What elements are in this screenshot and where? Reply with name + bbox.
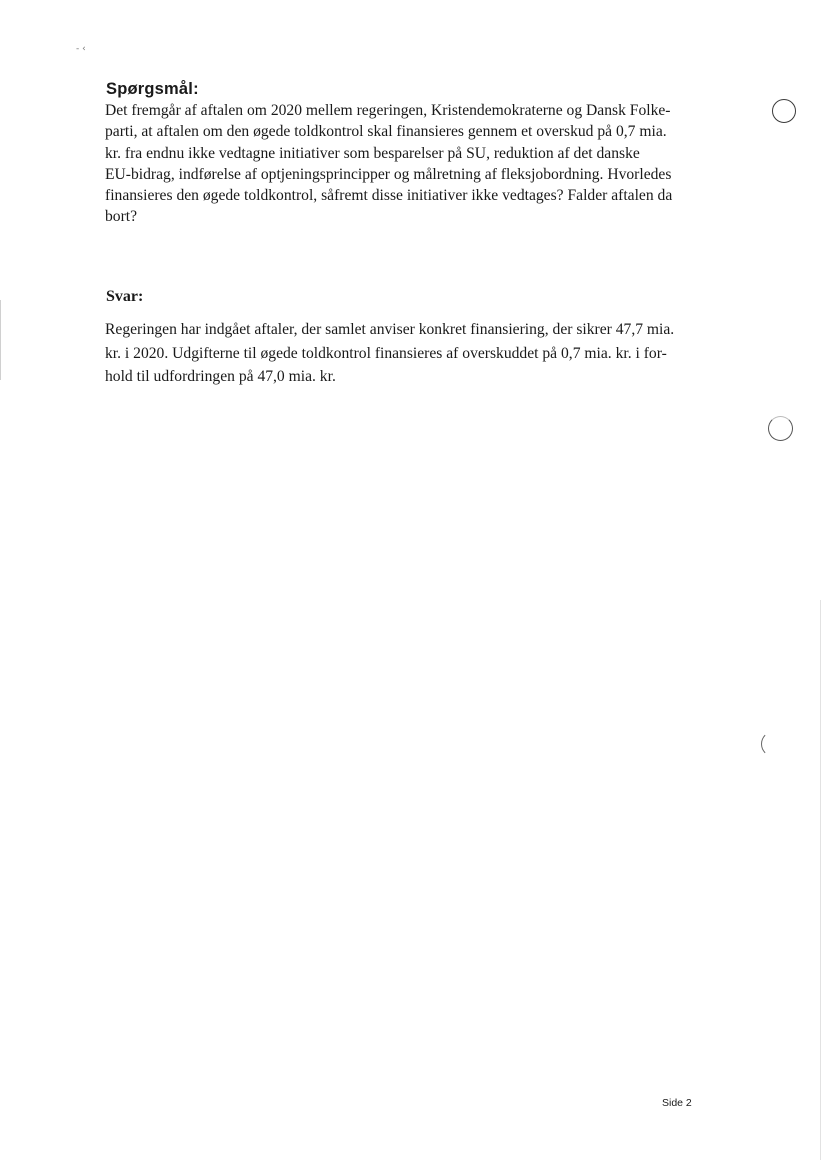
question-line: finansieres den øgede toldkontrol, såfremt disse initiativer ikke vedtages? Falder aftalen da <box>105 187 673 205</box>
answer-heading: Svar: <box>106 288 144 305</box>
question-text <box>105 100 705 228</box>
answer-line: hold til udfordringen på 47,0 mia. kr. <box>105 368 336 386</box>
page-number: Side 2 <box>662 1097 692 1109</box>
question-line: parti, at aftalen om den øgede toldkontrol skal finansieres gennem et overskud på 0,7 mia. <box>105 123 667 141</box>
scan-margin-line <box>820 600 821 1160</box>
scan-speck: - ‹ <box>76 44 86 54</box>
answer-line: Regeringen har indgået aftaler, der samlet anviser konkret finansiering, der sikrer 47,7 mia. <box>105 321 675 338</box>
answer-text <box>105 318 715 389</box>
punch-hole-icon <box>772 99 796 123</box>
question-line: EU-bidrag, indførelse af optjeningsprincipper og målretning af fleksjobordning. Hvorledes <box>105 165 672 183</box>
question-line: kr. fra endnu ikke vedtagne initiativer som besparelser på SU, reduktion af det danske <box>105 144 640 162</box>
question-line: Det fremgår af aftalen om 2020 mellem regeringen, Kristendemokraterne og Dansk Folke- <box>105 102 671 119</box>
answer-line: kr. i 2020. Udgifterne til øgede toldkontrol finansieres af overskuddet på 0,7 mia. kr. i for- <box>105 344 667 362</box>
question-heading: Spørgsmål: <box>106 80 199 98</box>
punch-hole-icon <box>761 731 787 757</box>
scan-margin-line <box>0 300 1 380</box>
question-line: bort? <box>105 208 138 226</box>
punch-hole-icon <box>768 416 793 441</box>
